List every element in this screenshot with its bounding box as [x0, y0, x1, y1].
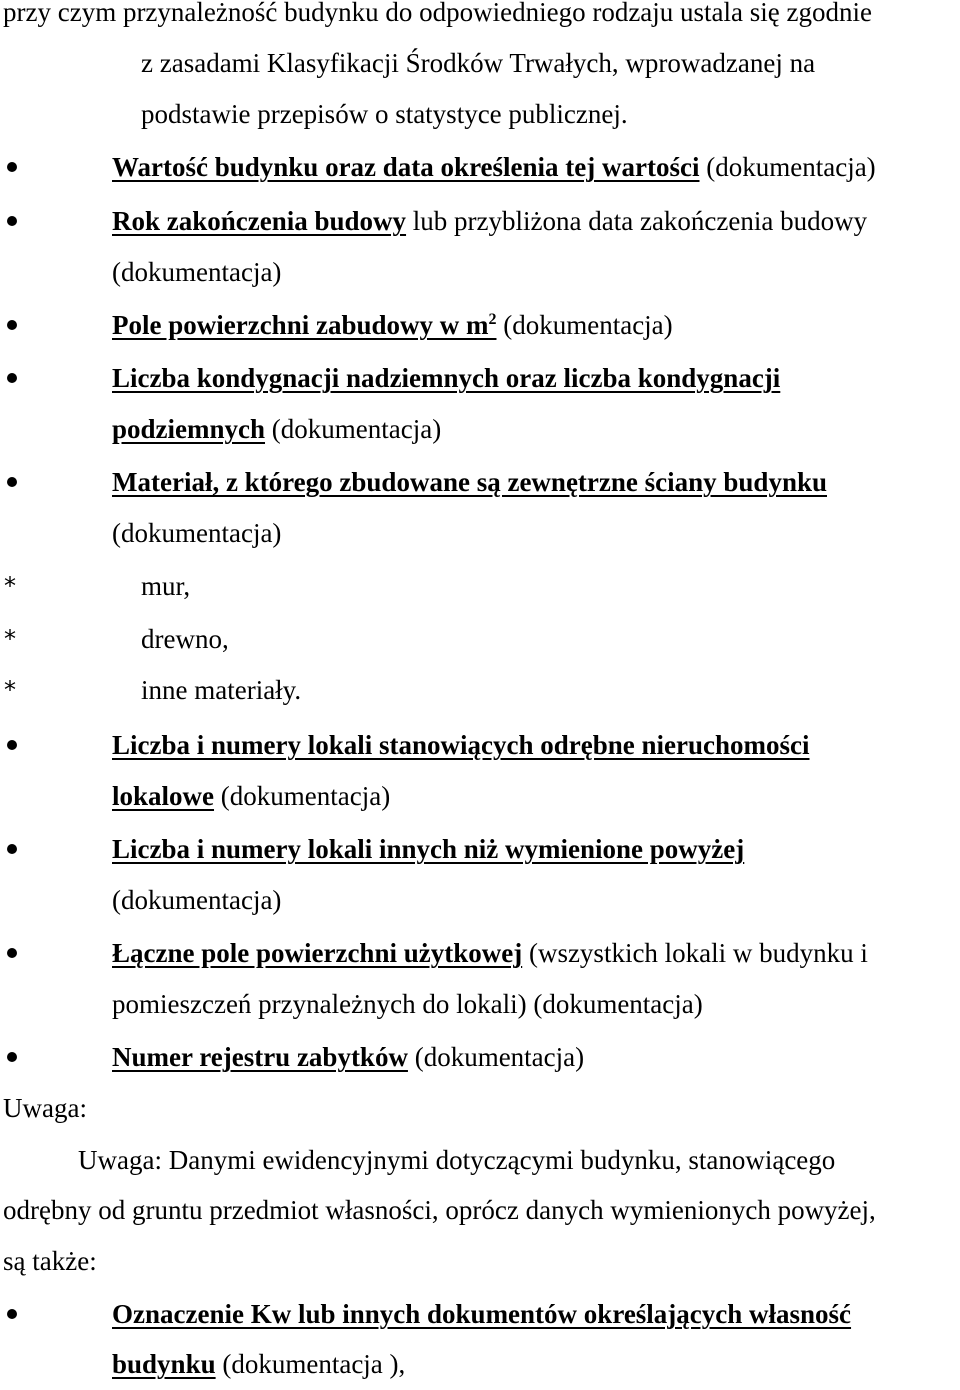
- bullet-icon: [7, 352, 21, 404]
- list-item: [0, 719, 960, 771]
- list-item: [0, 141, 960, 193]
- list-item: [0, 195, 960, 247]
- item-heading: Oznaczenie Kw lub innych dokumentów określających własność: [112, 1299, 852, 1329]
- asterisk-icon: *: [4, 625, 16, 653]
- item-heading: Liczba i numery lokali innych niż wymienione powyżej: [112, 834, 745, 864]
- item-note: lub przybliżona data zakończenia budowy: [406, 206, 868, 236]
- list-item-continuation: podziemnych (dokumentacja): [112, 414, 442, 444]
- bullet-icon: [7, 719, 21, 771]
- item-heading: Rok zakończenia budowy: [112, 206, 407, 236]
- asterisk-icon: *: [4, 572, 16, 600]
- item-heading-cont: budynku: [112, 1349, 216, 1379]
- intro-line-2: z zasadami Klasyfikacji Środków Trwałych, wprowadzanej na: [141, 48, 816, 78]
- item-heading: Materiał, z którego zbudowane są zewnętrzne ściany budynku: [112, 467, 827, 497]
- list-item: [0, 299, 960, 351]
- list-item-continuation: budynku (dokumentacja ),: [112, 1349, 406, 1379]
- list-item-continuation: (dokumentacja): [112, 885, 282, 915]
- bullet-icon: [7, 299, 21, 351]
- uwaga-text-line-3: są także:: [3, 1246, 97, 1276]
- bullet-icon: [7, 1031, 21, 1083]
- intro-line-1: przy czym przynależność budynku do odpowiedniego rodzaju ustala się zgodnie: [3, 0, 872, 27]
- item-heading: Wartość budynku oraz data określenia tej wartości: [112, 152, 700, 182]
- bullet-icon: [7, 195, 21, 247]
- bullet-icon: [7, 1288, 21, 1340]
- item-note: (dokumentacja): [407, 1042, 585, 1072]
- list-item: [0, 1031, 960, 1083]
- list-item-continuation: (dokumentacja): [112, 518, 282, 548]
- asterisk-icon: *: [4, 676, 16, 704]
- item-note: (dokumentacja): [699, 152, 876, 182]
- bullet-icon: [7, 141, 21, 193]
- bullet-icon: [7, 456, 21, 508]
- list-item-continuation: pomieszczeń przynależnych do lokali) (dokumentacja): [112, 989, 703, 1019]
- item-heading-cont: lokalowe: [112, 781, 215, 811]
- item-heading: Liczba kondygnacji nadziemnych oraz liczba kondygnacji: [112, 363, 781, 393]
- list-item-continuation: (dokumentacja): [112, 257, 282, 287]
- item-heading: Pole powierzchni zabudowy w $m^2$: [112, 310, 497, 340]
- uwaga-label: Uwaga:: [3, 1093, 87, 1123]
- item-note: (dokumentacja): [496, 310, 673, 340]
- item-heading: Łączne pole powierzchni użytkowej: [112, 938, 523, 968]
- material-item: * inne materiały.: [0, 664, 960, 716]
- list-item-continuation: lokalowe (dokumentacja): [112, 781, 391, 811]
- list-item: [0, 1288, 960, 1340]
- list-item: [0, 352, 960, 404]
- item-heading-cont: podziemnych: [112, 414, 266, 444]
- material-item: * mur,: [0, 560, 960, 612]
- list-item: [0, 823, 960, 875]
- material-item: * drewno,: [0, 613, 960, 665]
- bullet-icon: [7, 927, 21, 979]
- uwaga-text-line-1: Uwaga: Danymi ewidencyjnymi dotyczącymi budynku, stanowiącego: [78, 1145, 836, 1175]
- superscript: 2: [488, 311, 497, 328]
- intro-line-3: podstawie przepisów o statystyce publicznej.: [141, 99, 628, 129]
- uwaga-text-line-2: odrębny od gruntu przedmiot własności, oprócz danych wymienionych powyżej,: [3, 1195, 876, 1225]
- bullet-icon: [7, 823, 21, 875]
- item-note: (wszystkich lokali w budynku i: [522, 938, 868, 968]
- item-heading: Numer rejestru zabytków: [112, 1042, 408, 1072]
- item-heading: Liczba i numery lokali stanowiących odrębne nieruchomości: [112, 730, 810, 760]
- list-item: [0, 927, 960, 979]
- list-item: [0, 456, 960, 508]
